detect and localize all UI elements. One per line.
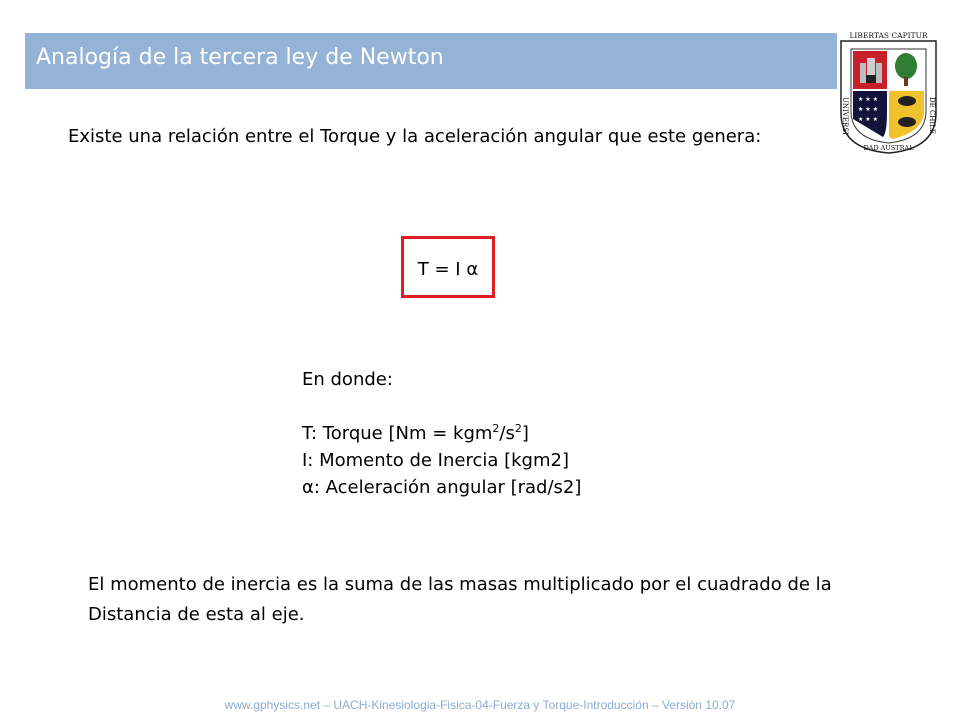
crest-motto: LIBERTAS CAPITUR	[849, 31, 928, 40]
intro-text: Existe una relación entre el Torque y la aceleración angular que este genera:	[68, 126, 762, 147]
closing-line-1: El momento de inercia es la suma de las masas multiplicado por el cuadrado de la	[88, 574, 832, 595]
title-bar	[25, 33, 837, 89]
crest-right-text: DE CHILE	[928, 97, 936, 134]
definitions	[302, 366, 581, 501]
definition-inertia: I: Momento de Inercia [kgm2]	[302, 450, 569, 471]
blank-line	[302, 393, 581, 420]
crest-bottom-text: DAD AUSTRAL	[863, 144, 914, 152]
torque-text-suffix: ]	[521, 423, 529, 444]
closing-paragraph	[88, 570, 908, 630]
torque-superscript-2: 2	[514, 422, 522, 435]
slide-title: Analogía de la tercera ley de Newton	[36, 45, 444, 70]
svg-text:★ ★ ★: ★ ★ ★	[858, 96, 878, 103]
definition-alpha: α: Aceleración angular [rad/s2]	[302, 477, 582, 498]
definition-torque	[302, 420, 581, 447]
formula: T = I α	[417, 259, 479, 280]
crest-left-text: UNIVERSI	[841, 97, 849, 135]
torque-text-mid: /s	[499, 423, 515, 444]
svg-text:★ ★ ★: ★ ★ ★	[858, 106, 878, 113]
closing-line-2: Distancia de esta al eje.	[88, 604, 305, 625]
university-crest-icon	[837, 27, 940, 155]
definitions-heading: En donde:	[302, 369, 393, 390]
svg-text:★ ★ ★: ★ ★ ★	[858, 116, 878, 123]
torque-superscript-1: 2	[492, 422, 500, 435]
torque-text-prefix: T: Torque [Nm = kgm	[302, 423, 493, 444]
footer-text: www.gphysics.net – UACH-Kinesiologia-Fisica-04-Fuerza y Torque-Introducción – Versión 10.07	[224, 698, 736, 712]
formula-box	[401, 236, 495, 298]
